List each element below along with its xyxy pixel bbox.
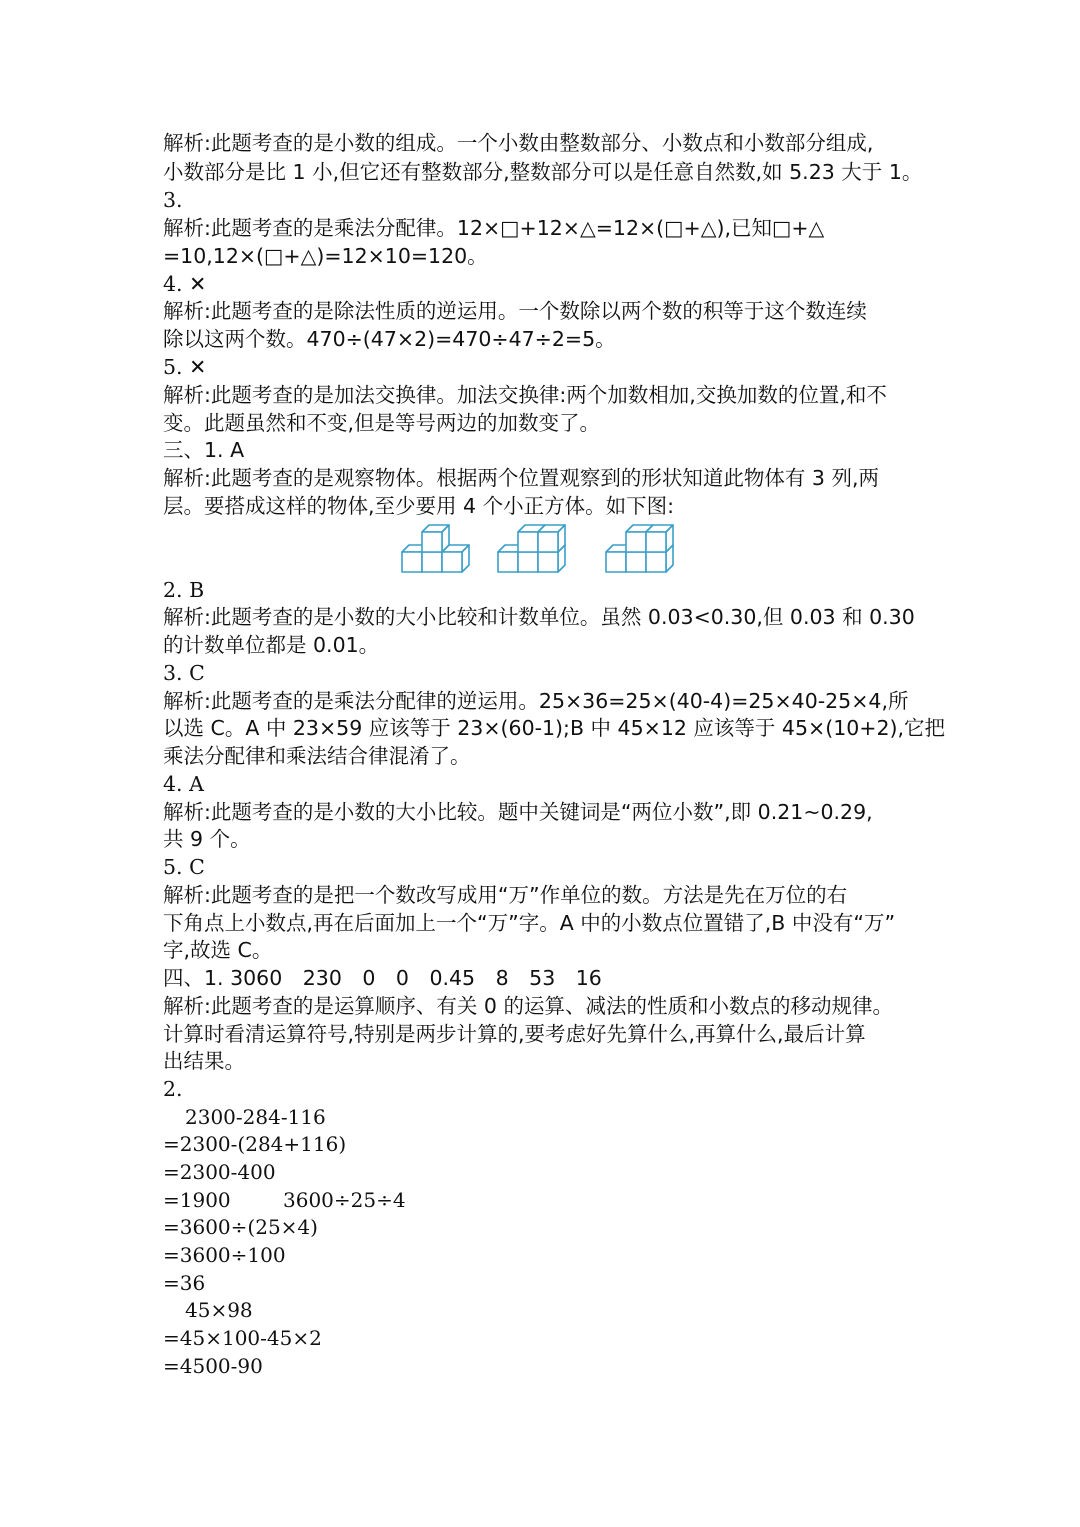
- question-number: 3. C: [163, 661, 205, 685]
- cube-shape: [646, 525, 673, 552]
- question-number: 5. C: [163, 855, 205, 879]
- text-line: 除以这两个数。470÷(47×2)=470÷47÷2=5。: [163, 327, 616, 351]
- cube-arrangement-2: [498, 525, 565, 572]
- calculation-line: 2300-284-116: [185, 1105, 326, 1129]
- cube-shape: [422, 525, 449, 552]
- cube-figures: [398, 522, 682, 578]
- text-line: 出结果。: [163, 1049, 245, 1073]
- calculation-line: 3600÷25÷4: [283, 1188, 406, 1212]
- text-line: 的计数单位都是 0.01。: [163, 633, 380, 657]
- cube-shape: [538, 525, 565, 552]
- calculation-line: =3600÷100: [163, 1243, 286, 1267]
- calculation-line: =45×100-45×2: [163, 1326, 322, 1350]
- question-number: 2.: [163, 1077, 183, 1101]
- text-line: 层。要搭成这样的物体,至少要用 4 个小正方体。如下图:: [163, 494, 674, 518]
- text-line: 解析:此题考查的是除法性质的逆运用。一个数除以两个数的积等于这个数连续: [163, 299, 867, 323]
- text-line: 解析:此题考查的是小数的大小比较。题中关键词是“两位小数”,即 0.21~0.29,: [163, 800, 873, 824]
- text-line: 以选 C。A 中 23×59 应该等于 23×(60-1);B 中 45×12 应该等于 45×(10+2),它把: [163, 716, 946, 740]
- question-number: 5. ✕: [163, 355, 207, 379]
- section-heading: 三、1. A: [163, 438, 245, 462]
- section-heading: 四、1. 3060 230 0 0 0.45 8 53 16: [163, 966, 602, 990]
- question-number: 3.: [163, 188, 183, 212]
- text-line: 解析:此题考查的是小数的组成。一个小数由整数部分、小数点和小数部分组成,: [163, 131, 874, 155]
- text-line: 乘法分配律和乘法结合律混淆了。: [163, 744, 471, 768]
- text-line: 解析:此题考查的是观察物体。根据两个位置观察到的形状知道此物体有 3 列,两: [163, 466, 879, 490]
- text-line: 共 9 个。: [163, 827, 251, 851]
- calculation-line: =1900: [163, 1188, 231, 1212]
- question-number: 2. B: [163, 578, 205, 602]
- calculation-line: =2300-400: [163, 1160, 276, 1184]
- question-number: 4. ✕: [163, 272, 207, 296]
- text-line: 变。此题虽然和不变,但是等号两边的加数变了。: [163, 411, 601, 435]
- text-line: 解析:此题考查的是乘法分配律的逆运用。25×36=25×(40-4)=25×40-25×4,所: [163, 689, 909, 713]
- cube-arrangement-3: [606, 525, 673, 572]
- text-line: 计算时看清运算符号,特别是两步计算的,要考虑好先算什么,再算什么,最后计算: [163, 1022, 866, 1046]
- text-line: 小数部分是比 1 小,但它还有整数部分,整数部分可以是任意自然数,如 5.23 大于 1。: [163, 160, 923, 184]
- text-line: 解析:此题考查的是乘法分配律。12×□+12×△=12×(□+△),已知□+△: [163, 216, 825, 240]
- calculation-line: 45×98: [185, 1298, 253, 1322]
- text-line: 解析:此题考查的是小数的大小比较和计数单位。虽然 0.03<0.30,但 0.03 和 0.30: [163, 605, 915, 629]
- text-line: 解析:此题考查的是运算顺序、有关 0 的运算、减法的性质和小数点的移动规律。: [163, 994, 893, 1018]
- text-line: 字,故选 C。: [163, 938, 273, 962]
- calculation-line: =3600÷(25×4): [163, 1215, 318, 1239]
- calculation-line: =36: [163, 1271, 206, 1295]
- text-line: 下角点上小数点,再在后面加上一个“万”字。A 中的小数点位置错了,B 中没有“万”: [163, 911, 896, 935]
- question-number: 4. A: [163, 772, 204, 796]
- text-line: 解析:此题考查的是把一个数改写成用“万”作单位的数。方法是先在万位的右: [163, 883, 848, 907]
- cube-arrangement-1: [402, 525, 469, 572]
- calculation-line: =2300-(284+116): [163, 1132, 347, 1156]
- text-line: =10,12×(□+△)=12×10=120。: [163, 244, 488, 268]
- text-line: 解析:此题考查的是加法交换律。加法交换律:两个加数相加,交换加数的位置,和不: [163, 383, 887, 407]
- calculation-line: =4500-90: [163, 1354, 263, 1378]
